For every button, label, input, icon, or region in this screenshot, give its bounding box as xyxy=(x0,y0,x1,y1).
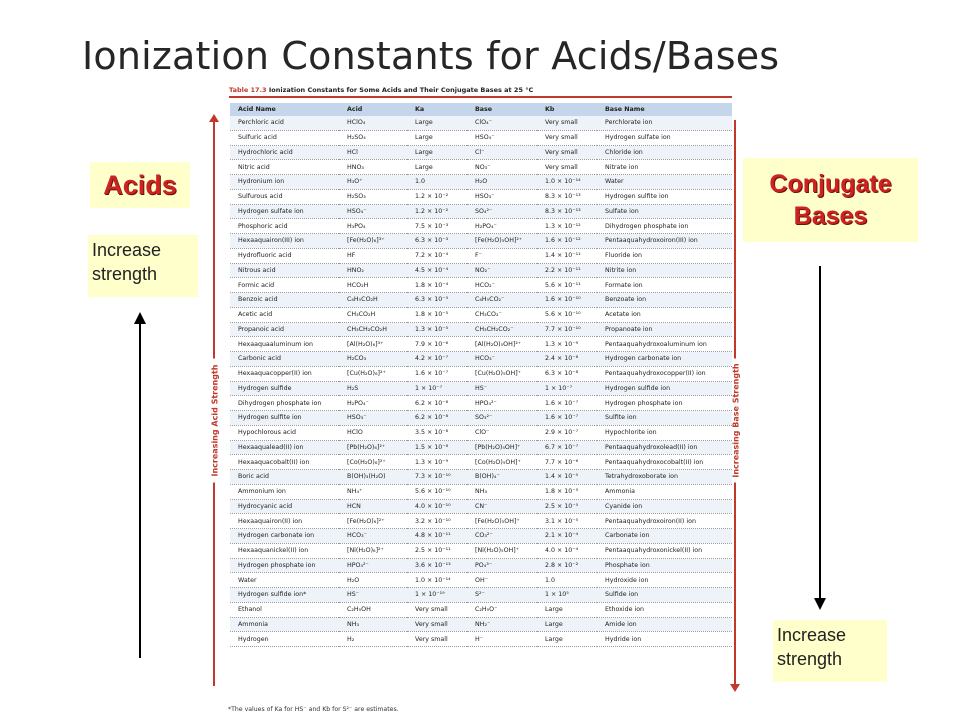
table-row xyxy=(230,366,732,381)
base-name-cell: Hydrogen phosphate ion xyxy=(597,396,732,411)
base-name-cell: Hydrogen carbonate ion xyxy=(597,352,732,367)
acid-name-cell: Hexaaquairon(II) ion xyxy=(230,514,339,529)
acid-formula-cell: H₂CO₃ xyxy=(339,352,407,367)
table-number: Table 17.3 xyxy=(229,86,267,94)
acid-name-cell: Hypochlorous acid xyxy=(230,425,339,440)
acid-formula-cell: HSO₄⁻ xyxy=(339,204,407,219)
table-footnote: *The values of Ka for HS⁻ and Kb for S²⁻ are estimates. xyxy=(228,706,399,713)
base-name-cell: Pentaaquahydroxoiron(III) ion xyxy=(597,234,732,249)
table-row xyxy=(230,352,732,367)
kb-cell: 1.8 × 10⁻⁵ xyxy=(537,484,597,499)
conjugate-label-line-2: Bases xyxy=(793,202,868,230)
base-name-cell: Nitrite ion xyxy=(597,263,732,278)
acid-name-cell: Ammonia xyxy=(230,617,339,632)
acid-name-cell: Formic acid xyxy=(230,278,339,293)
acid-formula-cell: [Fe(H₂O)₆]²⁺ xyxy=(339,514,407,529)
base-formula-cell: [Cu(H₂O)₅OH]⁺ xyxy=(467,366,537,381)
acid-name-cell: Benzoic acid xyxy=(230,293,339,308)
acid-name-cell: Hexaaqualead(II) ion xyxy=(230,440,339,455)
acid-formula-cell: H₂SO₃ xyxy=(339,189,407,204)
base-formula-cell: HCO₂⁻ xyxy=(467,278,537,293)
table-row xyxy=(230,160,732,175)
base-formula-cell: ClO₄⁻ xyxy=(467,116,537,130)
ka-cell: Very small xyxy=(407,632,467,647)
acid-formula-cell: H₃PO₄ xyxy=(339,219,407,234)
ka-cell: 1.2 × 10⁻² xyxy=(407,204,467,219)
acid-name-cell: Hexaaquaaluminum ion xyxy=(230,337,339,352)
base-name-cell: Ammonia xyxy=(597,484,732,499)
acid-name-cell: Hydrogen carbonate ion xyxy=(230,529,339,544)
ka-cell: Large xyxy=(407,116,467,130)
ka-cell: 6.2 × 10⁻⁸ xyxy=(407,396,467,411)
table-row xyxy=(230,130,732,145)
base-name-cell: Pentaaquahydroxoaluminum ion xyxy=(597,337,732,352)
kb-cell: 2.8 × 10⁻² xyxy=(537,558,597,573)
base-formula-cell: NH₃ xyxy=(467,484,537,499)
kb-cell: 5.6 × 10⁻¹⁰ xyxy=(537,307,597,322)
table-caption xyxy=(229,86,533,94)
base-formula-cell: C₆H₅CO₂⁻ xyxy=(467,293,537,308)
base-name-cell: Hydrogen sulfide ion xyxy=(597,381,732,396)
ka-cell: 4.5 × 10⁻⁴ xyxy=(407,263,467,278)
acid-formula-cell: HNO₂ xyxy=(339,263,407,278)
acid-name-cell: Hydrocyanic acid xyxy=(230,499,339,514)
table-row xyxy=(230,322,732,337)
acid-name-cell: Boric acid xyxy=(230,470,339,485)
kb-cell: 7.7 × 10⁻⁶ xyxy=(537,455,597,470)
kb-cell: 6.7 × 10⁻⁷ xyxy=(537,440,597,455)
acid-formula-cell: HCO₃⁻ xyxy=(339,529,407,544)
kb-cell: 1.4 × 10⁻¹¹ xyxy=(537,248,597,263)
kb-cell: 2.9 × 10⁻⁷ xyxy=(537,425,597,440)
base-name-cell: Propanoate ion xyxy=(597,322,732,337)
acid-name-cell: Nitrous acid xyxy=(230,263,339,278)
ka-cell: 2.5 × 10⁻¹¹ xyxy=(407,543,467,558)
acid-formula-cell: [Pb(H₂O)₆]²⁺ xyxy=(339,440,407,455)
table-row xyxy=(230,425,732,440)
base-name-cell: Acetate ion xyxy=(597,307,732,322)
kb-cell: 1.4 × 10⁻⁵ xyxy=(537,470,597,485)
kb-cell: 5.6 × 10⁻¹¹ xyxy=(537,278,597,293)
kb-cell: 8.3 × 10⁻¹³ xyxy=(537,204,597,219)
table-row xyxy=(230,499,732,514)
acid-formula-cell: HCN xyxy=(339,499,407,514)
table-body xyxy=(230,116,732,647)
base-formula-cell: S²⁻ xyxy=(467,588,537,603)
table-row xyxy=(230,484,732,499)
base-name-cell: Fluoride ion xyxy=(597,248,732,263)
table-row xyxy=(230,263,732,278)
kb-cell: Very small xyxy=(537,145,597,160)
base-formula-cell: SO₃²⁻ xyxy=(467,411,537,426)
acid-formula-cell: H₂S xyxy=(339,381,407,396)
base-name-cell: Chloride ion xyxy=(597,145,732,160)
acid-formula-cell: HNO₃ xyxy=(339,160,407,175)
base-name-cell: Pentaaquahydroxoiron(II) ion xyxy=(597,514,732,529)
table-row xyxy=(230,189,732,204)
table-row xyxy=(230,219,732,234)
base-formula-cell: C₂H₅O⁻ xyxy=(467,602,537,617)
ka-cell: 1.5 × 10⁻⁸ xyxy=(407,440,467,455)
increase-left-line-1: Increase xyxy=(92,240,162,260)
table-row xyxy=(230,455,732,470)
acid-formula-cell: [Co(H₂O)₆]²⁺ xyxy=(339,455,407,470)
kb-cell: 1.6 × 10⁻⁷ xyxy=(537,396,597,411)
acid-name-cell: Hydrogen phosphate ion xyxy=(230,558,339,573)
table-row xyxy=(230,514,732,529)
acid-formula-cell: HCO₂H xyxy=(339,278,407,293)
base-formula-cell: PO₄³⁻ xyxy=(467,558,537,573)
acid-name-cell: Phosphoric acid xyxy=(230,219,339,234)
acid-increase-arrow xyxy=(139,322,141,658)
base-name-cell: Hydride ion xyxy=(597,632,732,647)
base-formula-cell: HPO₄²⁻ xyxy=(467,396,537,411)
ka-cell: 6.3 × 10⁻³ xyxy=(407,234,467,249)
table-row xyxy=(230,248,732,263)
ka-cell: 3.2 × 10⁻¹⁰ xyxy=(407,514,467,529)
acid-name-cell: Hexaaquairon(III) ion xyxy=(230,234,339,249)
ka-cell: 1.2 × 10⁻² xyxy=(407,189,467,204)
ka-cell: 6.2 × 10⁻⁸ xyxy=(407,411,467,426)
acid-formula-cell: H₂SO₄ xyxy=(339,130,407,145)
acid-name-cell: Acetic acid xyxy=(230,307,339,322)
ka-cell: 1.6 × 10⁻⁷ xyxy=(407,366,467,381)
acids-label: Acids xyxy=(90,162,190,208)
base-strength-arrowhead xyxy=(730,684,740,692)
acid-name-cell: Dihydrogen phosphate ion xyxy=(230,396,339,411)
acid-name-cell: Hydrogen sulfide xyxy=(230,381,339,396)
table-row xyxy=(230,440,732,455)
base-name-cell: Sulfate ion xyxy=(597,204,732,219)
base-formula-cell: CH₃CH₂CO₂⁻ xyxy=(467,322,537,337)
table-row xyxy=(230,543,732,558)
table-row xyxy=(230,293,732,308)
table-row xyxy=(230,470,732,485)
acid-formula-cell: HS⁻ xyxy=(339,588,407,603)
base-formula-cell: [Pb(H₂O)₅OH]⁺ xyxy=(467,440,537,455)
down-arrow-icon xyxy=(814,598,826,610)
kb-cell: 1 × 10⁻⁷ xyxy=(537,381,597,396)
acid-name-cell: Hydrogen sulfide ion* xyxy=(230,588,339,603)
base-strength-label: Increasing Base Strength xyxy=(730,359,743,483)
increase-right-line-1: Increase xyxy=(777,625,847,645)
acid-name-cell: Ethanol xyxy=(230,602,339,617)
ka-cell: 3.5 × 10⁻⁸ xyxy=(407,425,467,440)
table-row xyxy=(230,278,732,293)
acid-formula-cell: C₂H₅OH xyxy=(339,602,407,617)
table-row xyxy=(230,381,732,396)
acid-formula-cell: HF xyxy=(339,248,407,263)
header-acid: Acid xyxy=(339,103,407,116)
acid-formula-cell: C₆H₅CO₂H xyxy=(339,293,407,308)
ka-cell: Large xyxy=(407,145,467,160)
table-row xyxy=(230,145,732,160)
acid-formula-cell: B(OH)₃(H₂O) xyxy=(339,470,407,485)
acid-formula-cell: NH₄⁺ xyxy=(339,484,407,499)
acid-formula-cell: CH₃CO₂H xyxy=(339,307,407,322)
increase-strength-right xyxy=(773,620,887,682)
acid-name-cell: Hydrogen xyxy=(230,632,339,647)
table-row xyxy=(230,617,732,632)
increase-strength-left xyxy=(88,235,198,297)
base-formula-cell: F⁻ xyxy=(467,248,537,263)
table-row xyxy=(230,396,732,411)
acid-formula-cell: H₂ xyxy=(339,632,407,647)
base-formula-cell: [Fe(H₂O)₅OH]²⁺ xyxy=(467,234,537,249)
base-formula-cell: H₂PO₄⁻ xyxy=(467,219,537,234)
acid-formula-cell: NH₃ xyxy=(339,617,407,632)
kb-cell: 1.3 × 10⁻¹² xyxy=(537,219,597,234)
acid-name-cell: Propanoic acid xyxy=(230,322,339,337)
base-name-cell: Ethoxide ion xyxy=(597,602,732,617)
kb-cell: 1.6 × 10⁻¹⁰ xyxy=(537,293,597,308)
acid-name-cell: Hydronium ion xyxy=(230,175,339,190)
table-row xyxy=(230,588,732,603)
acid-formula-cell: CH₃CH₂CO₂H xyxy=(339,322,407,337)
base-name-cell: Sulfite ion xyxy=(597,411,732,426)
kb-cell: Very small xyxy=(537,130,597,145)
ionization-constants-table-figure xyxy=(208,84,748,720)
base-formula-cell: HCO₃⁻ xyxy=(467,352,537,367)
kb-cell: 1 × 10⁵ xyxy=(537,588,597,603)
kb-cell: Large xyxy=(537,602,597,617)
acid-formula-cell: HCl xyxy=(339,145,407,160)
kb-cell: 1.6 × 10⁻⁷ xyxy=(537,411,597,426)
kb-cell: 1.0 × 10⁻¹⁴ xyxy=(537,175,597,190)
base-formula-cell: [Co(H₂O)₅OH]⁺ xyxy=(467,455,537,470)
base-formula-cell: CN⁻ xyxy=(467,499,537,514)
acid-name-cell: Hydrogen sulfite ion xyxy=(230,411,339,426)
base-name-cell: Dihydrogen phosphate ion xyxy=(597,219,732,234)
base-formula-cell: [Al(H₂O)₅OH]²⁺ xyxy=(467,337,537,352)
table-row xyxy=(230,307,732,322)
kb-cell: 2.4 × 10⁻⁸ xyxy=(537,352,597,367)
kb-cell: Very small xyxy=(537,160,597,175)
ka-cell: 1.0 xyxy=(407,175,467,190)
acid-formula-cell: [Cu(H₂O)₆]²⁺ xyxy=(339,366,407,381)
base-formula-cell: NH₂⁻ xyxy=(467,617,537,632)
kb-cell: 6.3 × 10⁻⁸ xyxy=(537,366,597,381)
kb-cell: 2.5 × 10⁻⁵ xyxy=(537,499,597,514)
base-name-cell: Nitrate ion xyxy=(597,160,732,175)
base-name-cell: Hydrogen sulfite ion xyxy=(597,189,732,204)
base-formula-cell: [Ni(H₂O)₅OH]⁺ xyxy=(467,543,537,558)
ka-cell: 1.3 × 10⁻⁹ xyxy=(407,455,467,470)
ka-cell: 1.0 × 10⁻¹⁴ xyxy=(407,573,467,588)
ka-cell: 4.2 × 10⁻⁷ xyxy=(407,352,467,367)
header-base-name: Base Name xyxy=(597,103,732,116)
ka-cell: Large xyxy=(407,160,467,175)
ka-cell: 7.5 × 10⁻³ xyxy=(407,219,467,234)
base-name-cell: Pentaaquahydroxocopper(II) ion xyxy=(597,366,732,381)
header-kb: Kb xyxy=(537,103,597,116)
base-formula-cell: [Fe(H₂O)₅OH]⁺ xyxy=(467,514,537,529)
base-name-cell: Phosphate ion xyxy=(597,558,732,573)
base-name-cell: Water xyxy=(597,175,732,190)
acid-name-cell: Hydrofluoric acid xyxy=(230,248,339,263)
acid-name-cell: Water xyxy=(230,573,339,588)
table-row xyxy=(230,234,732,249)
acid-formula-cell: HSO₃⁻ xyxy=(339,411,407,426)
base-formula-cell: OH⁻ xyxy=(467,573,537,588)
acid-name-cell: Nitric acid xyxy=(230,160,339,175)
table-row xyxy=(230,573,732,588)
ionization-table xyxy=(230,103,732,647)
kb-cell: 4.0 × 10⁻⁴ xyxy=(537,543,597,558)
base-formula-cell: CH₃CO₂⁻ xyxy=(467,307,537,322)
acid-name-cell: Perchloric acid xyxy=(230,116,339,130)
acid-formula-cell: H₃O⁺ xyxy=(339,175,407,190)
base-name-cell: Benzoate ion xyxy=(597,293,732,308)
base-formula-cell: CO₃²⁻ xyxy=(467,529,537,544)
ka-cell: Large xyxy=(407,130,467,145)
acid-name-cell: Hydrogen sulfate ion xyxy=(230,204,339,219)
kb-cell: 3.1 × 10⁻⁵ xyxy=(537,514,597,529)
acid-name-cell: Hexaaquanickel(II) ion xyxy=(230,543,339,558)
header-base: Base xyxy=(467,103,537,116)
slide-title: Ionization Constants for Acids/Bases xyxy=(82,34,780,78)
conjugate-label-line-1: Conjugate xyxy=(769,170,892,198)
base-formula-cell: HSO₃⁻ xyxy=(467,189,537,204)
acid-name-cell: Carbonic acid xyxy=(230,352,339,367)
conjugate-bases-label xyxy=(743,158,918,242)
ka-cell: 3.6 × 10⁻¹³ xyxy=(407,558,467,573)
table-row xyxy=(230,116,732,130)
acid-name-cell: Hexaaquacobalt(II) ion xyxy=(230,455,339,470)
header-ka: Ka xyxy=(407,103,467,116)
increase-right-line-2: strength xyxy=(777,649,843,669)
base-formula-cell: Cl⁻ xyxy=(467,145,537,160)
table-row xyxy=(230,337,732,352)
base-formula-cell: H₂O xyxy=(467,175,537,190)
acid-formula-cell: [Al(H₂O)₆]³⁺ xyxy=(339,337,407,352)
acid-formula-cell: HClO xyxy=(339,425,407,440)
ka-cell: Very small xyxy=(407,602,467,617)
ka-cell: 4.0 × 10⁻¹⁰ xyxy=(407,499,467,514)
base-name-cell: Carbonate ion xyxy=(597,529,732,544)
acid-formula-cell: H₂O xyxy=(339,573,407,588)
kb-cell: 1.3 × 10⁻⁹ xyxy=(537,337,597,352)
table-row xyxy=(230,529,732,544)
base-name-cell: Pentaaquahydroxocobalt(II) ion xyxy=(597,455,732,470)
acid-formula-cell: H₂PO₄⁻ xyxy=(339,396,407,411)
ka-cell: 6.3 × 10⁻⁵ xyxy=(407,293,467,308)
ka-cell: Very small xyxy=(407,617,467,632)
kb-cell: Large xyxy=(537,632,597,647)
table-row xyxy=(230,411,732,426)
base-name-cell: Formate ion xyxy=(597,278,732,293)
kb-cell: Very small xyxy=(537,116,597,130)
table-row xyxy=(230,204,732,219)
kb-cell: 8.3 × 10⁻¹³ xyxy=(537,189,597,204)
table-caption-text: Ionization Constants for Some Acids and Their Conjugate Bases at 25 °C xyxy=(268,86,534,94)
ka-cell: 1 × 10⁻⁷ xyxy=(407,381,467,396)
ka-cell: 4.8 × 10⁻¹¹ xyxy=(407,529,467,544)
acid-formula-cell: HPO₄²⁻ xyxy=(339,558,407,573)
table-header-row xyxy=(230,103,732,116)
base-name-cell: Sulfide ion xyxy=(597,588,732,603)
base-name-cell: Hydroxide ion xyxy=(597,573,732,588)
base-formula-cell: NO₃⁻ xyxy=(467,160,537,175)
base-formula-cell: HS⁻ xyxy=(467,381,537,396)
ka-cell: 1 × 10⁻¹⁹ xyxy=(407,588,467,603)
caption-rule xyxy=(229,96,732,98)
table-row xyxy=(230,602,732,617)
base-name-cell: Pentaaquahydroxonickel(II) ion xyxy=(597,543,732,558)
acid-name-cell: Sulfuric acid xyxy=(230,130,339,145)
kb-cell: 2.2 × 10⁻¹¹ xyxy=(537,263,597,278)
base-name-cell: Perchlorate ion xyxy=(597,116,732,130)
base-name-cell: Hydrogen sulfate ion xyxy=(597,130,732,145)
kb-cell: 2.1 × 10⁻⁴ xyxy=(537,529,597,544)
base-increase-arrow xyxy=(819,266,821,600)
acid-name-cell: Sulfurous acid xyxy=(230,189,339,204)
base-name-cell: Cyanide ion xyxy=(597,499,732,514)
acid-strength-label: Increasing Acid Strength xyxy=(209,359,222,483)
base-formula-cell: B(OH)₄⁻ xyxy=(467,470,537,485)
ka-cell: 1.3 × 10⁻⁵ xyxy=(407,322,467,337)
acid-formula-cell: [Ni(H₂O)₆]²⁺ xyxy=(339,543,407,558)
base-name-cell: Pentaaquahydroxolead(II) ion xyxy=(597,440,732,455)
header-acid-name: Acid Name xyxy=(230,103,339,116)
base-name-cell: Amide ion xyxy=(597,617,732,632)
base-name-cell: Tetrahydroxoborate ion xyxy=(597,470,732,485)
kb-cell: 1.6 × 10⁻¹² xyxy=(537,234,597,249)
ka-cell: 7.9 × 10⁻⁶ xyxy=(407,337,467,352)
base-formula-cell: H⁻ xyxy=(467,632,537,647)
acid-name-cell: Hexaaquacopper(II) ion xyxy=(230,366,339,381)
base-name-cell: Hypochlorite ion xyxy=(597,425,732,440)
table-row xyxy=(230,632,732,647)
kb-cell: 7.7 × 10⁻¹⁰ xyxy=(537,322,597,337)
ka-cell: 7.2 × 10⁻⁴ xyxy=(407,248,467,263)
acid-name-cell: Ammonium ion xyxy=(230,484,339,499)
ka-cell: 1.8 × 10⁻⁴ xyxy=(407,278,467,293)
increase-left-line-2: strength xyxy=(92,264,158,284)
ka-cell: 5.6 × 10⁻¹⁰ xyxy=(407,484,467,499)
base-formula-cell: ClO⁻ xyxy=(467,425,537,440)
base-formula-cell: NO₂⁻ xyxy=(467,263,537,278)
ka-cell: 1.8 × 10⁻⁵ xyxy=(407,307,467,322)
base-formula-cell: HSO₄⁻ xyxy=(467,130,537,145)
acid-formula-cell: [Fe(H₂O)₆]³⁺ xyxy=(339,234,407,249)
kb-cell: 1.0 xyxy=(537,573,597,588)
kb-cell: Large xyxy=(537,617,597,632)
base-formula-cell: SO₄²⁻ xyxy=(467,204,537,219)
table-row xyxy=(230,175,732,190)
ka-cell: 7.3 × 10⁻¹⁰ xyxy=(407,470,467,485)
acid-name-cell: Hydrochloric acid xyxy=(230,145,339,160)
acid-formula-cell: HClO₄ xyxy=(339,116,407,130)
table-row xyxy=(230,558,732,573)
